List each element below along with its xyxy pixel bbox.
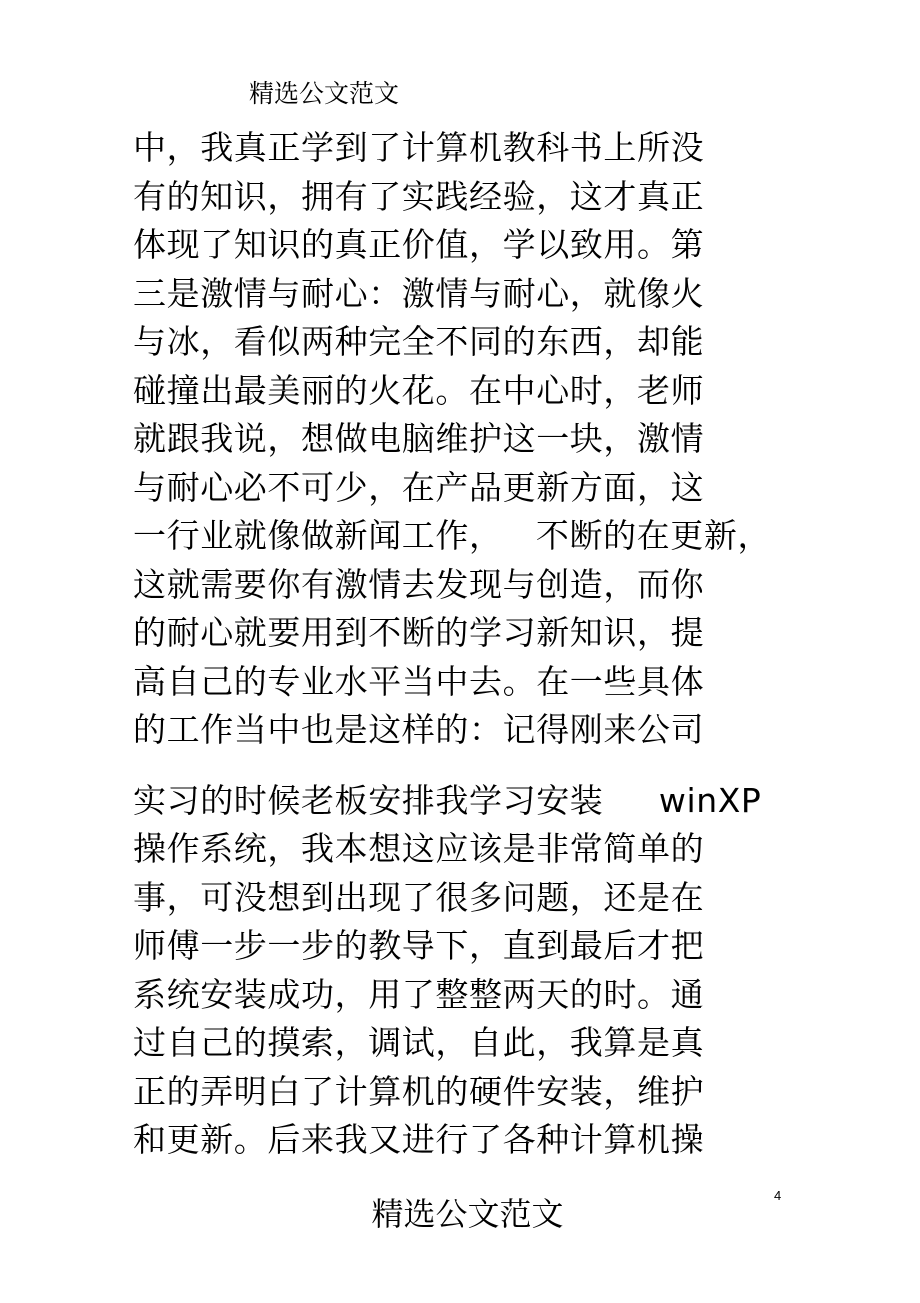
text-line: 这就需要你有激情去发现与创造，而你 (133, 564, 705, 604)
text-line: 和更新。后来我又进行了各种计算机操 (133, 1120, 705, 1159)
text-line: 实习的时候老板安排我学习安装 winXP (133, 780, 762, 820)
text-line: 中，我真正学到了计算机教科书上所没 (133, 128, 705, 167)
text-line: 与冰，看似两种完全不同的东西，却能 (133, 322, 705, 361)
text-line: 就跟我说，想做电脑维护这一块，激情 (133, 419, 705, 458)
text-line: 与耐心必不可少，在产品更新方面，这 (133, 467, 705, 507)
text-line: 碰撞出最美丽的火花。在中心时，老师 (133, 370, 705, 410)
page-footer: 精选公文范文 (371, 1195, 564, 1233)
text-line: 三是激情与耐心：激情与耐心，就像火 (133, 273, 705, 313)
text-line: 有的知识，拥有了实践经验，这才真正 (133, 176, 705, 216)
text-line: 师傅一步一步的教导下，直到最后才把 (133, 926, 705, 965)
text-line: 体现了知识的真正价值，学以致用。第 (133, 225, 705, 264)
page-header: 精选公文范文 (249, 79, 400, 108)
text-line: 操作系统，我本想这应该是非常简单的 (133, 829, 705, 868)
body-text (133, 124, 783, 1165)
text-line: 事，可没想到出现了很多问题，还是在 (133, 877, 705, 917)
page-number: 4 (774, 1188, 782, 1203)
text-line: 的耐心就要用到不断的学习新知识，提 (133, 613, 705, 652)
text-line: 一行业就像做新闻工作， 不断的在更新， (133, 516, 772, 555)
text-line: 正的弄明白了计算机的硬件安装，维护 (133, 1071, 705, 1111)
text-line: 过自己的摸索，调试，自此，我算是真 (133, 1023, 705, 1062)
text-line: 系统安装成功，用了整整两天的时。通 (133, 974, 705, 1014)
text-line: 的工作当中也是这样的：记得刚来公司 (133, 710, 705, 749)
text-line: 高自己的专业水平当中去。在一些具体 (133, 661, 705, 701)
